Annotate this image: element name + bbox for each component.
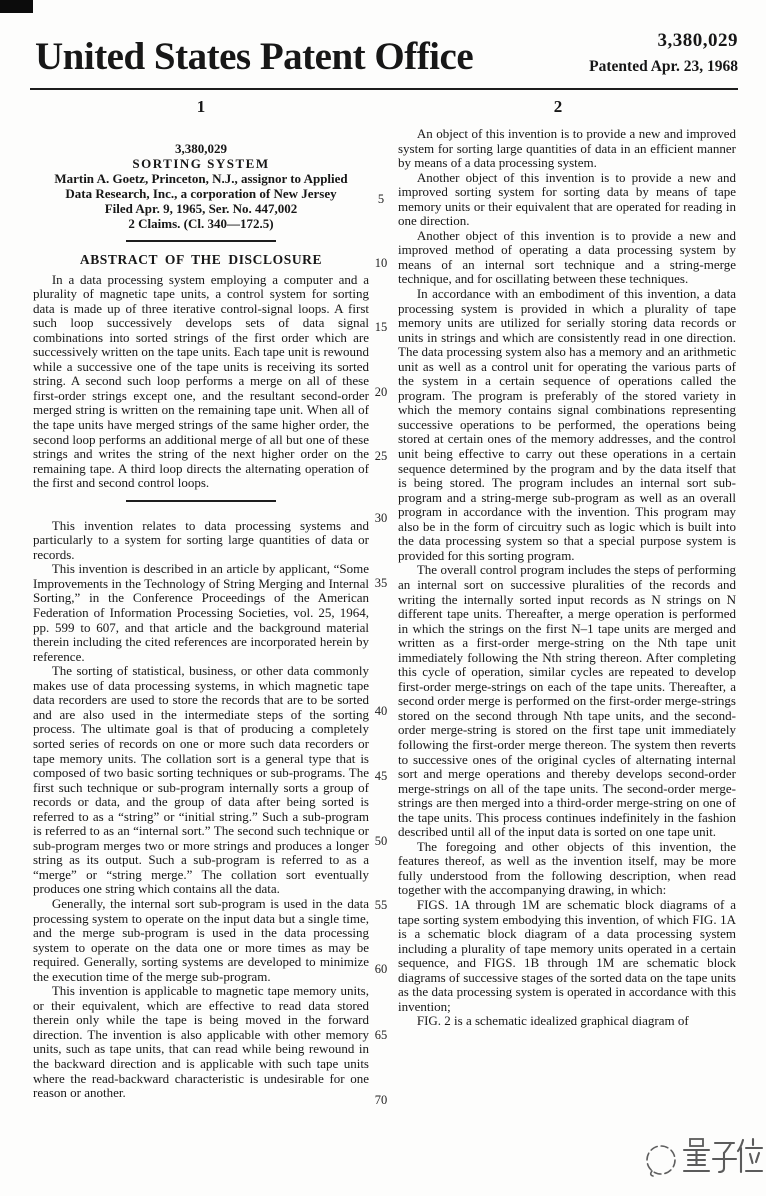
inventor-line: Martin A. Goetz, Princeton, N.J., assignor to Applied bbox=[54, 171, 348, 186]
body-paragraph: Generally, the internal sort sub-program is used in the data processing system to operate on the input data but a single time, and the merge sub-program is used in the data processing system to operate on the data one or more times as may be required. Generally, sorting systems are developed to minimize the execution time of the merge sub-program. bbox=[33, 895, 369, 984]
body-paragraph: An object of this invention is to provide a new and improved system for sorting large quantities of data in an efficient manner by means of a data processing system. bbox=[398, 126, 736, 171]
abstract-text: In a data processing system employing a computer and a plurality of magnetic tape units, a control system for sorting data is made up of three iterative control-signal loops. A first such loop successively develops sets of data signal combinations into sorted strings of the first order which are successively written on the tape units. Each tape unit is rewound while a successive one of the tape units is receiving its sorted string. A second such loop performs a merge on all of these first-order strings except one, and the resultant second-order merged string is written on the remaining tape unit. When all of the tape units have merged strings of the same higher order, the second loop performs an additional merge of all but one of these strings and writes the string of the next higher order on the remaining tape. A third loop directs the alternating operation of the first and second control loops. bbox=[33, 271, 369, 491]
abstract-heading: ABSTRACT OF THE DISCLOSURE bbox=[79, 252, 323, 267]
line-number: 50 bbox=[374, 834, 388, 848]
body-paragraph: Another object of this invention is to provide a new and improved sorting system for sorting data by means of tape memory units or their equivalent that are operated for reading in one direction. bbox=[398, 169, 736, 229]
scan-corner-artifact bbox=[0, 0, 33, 13]
line-number: 10 bbox=[374, 256, 388, 270]
line-number: 30 bbox=[374, 511, 388, 525]
line-number: 25 bbox=[374, 449, 388, 463]
section-divider bbox=[126, 240, 276, 242]
body-paragraph: Another object of this invention is to provide a new and improved method of operating a data processing system by means of an internal sort technique and a string-merge technique, and for oscillating between these techniques. bbox=[398, 227, 736, 287]
column-2 bbox=[398, 127, 736, 1029]
line-number: 5 bbox=[377, 192, 385, 206]
body-paragraph: FIGS. 1A through 1M are schematic block diagrams of a tape sorting system embodying this invention, of which FIG. 1A is a schematic block diagram of a data processing system including a plurality of tape memory units operated in a certain sequence, and FIGS. 1B through 1M are schematic block diagrams of successive stages of the sorted data on the tape units as the data processing system is operated in accordance with this invention; bbox=[398, 896, 736, 1014]
column-1 bbox=[33, 141, 369, 1101]
body-paragraph: The overall control program includes the steps of performing an internal sort on successive pluralities of the records and writing the internally sorted input records as N strings on N different tape units. Thereafter, a merge operation is performed in which the strings on the first N–1 tape units are merged and written as a first-order merge-string on the Nth tape unit immediately following the Nth string thereon. After completing this cycle of operation, similar cycles are repeated to develop first-order merge-strings on each of the tape units. Thereafter, a second order merge is performed on the first-order merge-strings stored on the second through Nth tape units, and the second-order merge-string is stored on the first tape unit immediately following the first-order merge thereon. The system then reverts to successive ones of the original cycles of alternating internal sort and merge operations and thereby develops second-order merge-strings on all of the tape units. The second-order merge-strings are then merged into a third-order merge-string on one of the tape units. This process continues indefinitely in the fashion described until all of the input data is sorted on one tape unit. bbox=[398, 562, 736, 840]
line-number: 35 bbox=[374, 576, 388, 590]
filed-line: Filed Apr. 9, 1965, Ser. No. 447,002 bbox=[104, 201, 298, 216]
line-number: 15 bbox=[374, 320, 388, 334]
page-title: United States Patent Office bbox=[35, 35, 474, 78]
body-paragraph: The foregoing and other objects of this invention, the features thereof, as well as the invention itself, may be more fully understood from the following description, when read together with the accompanying drawing, in which: bbox=[398, 838, 736, 898]
patent-heading-block bbox=[33, 141, 369, 231]
patent-date: Patented Apr. 23, 1968 bbox=[589, 58, 738, 75]
body-paragraph: This invention is applicable to magnetic tape memory units, or their equivalent, which are effective to read data stored therein only while the tape is being moved in the forward direction. The invention is also applicable with other memory units, such as tape units, that can read while being rewound in the backward direction and is applicable with such tape units where the read-backward characteristic is undesirable for one reason or another. bbox=[33, 983, 369, 1101]
body-paragraph: FIG. 2 is a schematic idealized graphical diagram of bbox=[416, 1013, 689, 1029]
header-divider bbox=[30, 88, 738, 90]
patent-number: 3,380,029 bbox=[657, 30, 738, 51]
body-paragraph: In accordance with an embodiment of this invention, a data processing system is provided in which a plurality of tape memory units are utilized for serially storing data records or units in strings and which are consistently read in one direction. The data processing system also has a memory and an arithmetic unit as well as a control unit for operating the various parts of the system in a certain sequence of operations called the program. The program is preferably of the stored variety in which the memory contains signal combinations representing successive operations to be performed, the operations being stored at certain ones of the memory addresses, and the control unit being effective to carry out these operations in a certain sequence determined by the program and by the data itself that is being stored. The program includes an internal sort sub-program and a string-merge sub-program as well as an overall program in accordance with the invention. This program may also be in the form of circuitry such as logic which is built into the data processing system so that a special purpose system is provided for this sorting program. bbox=[398, 286, 736, 563]
heading-patent-number: 3,380,029 bbox=[175, 141, 227, 156]
column-1-number: 1 bbox=[196, 97, 206, 116]
claims-line: 2 Claims. (Cl. 340—172.5) bbox=[128, 216, 274, 231]
column-2-number: 2 bbox=[553, 97, 563, 116]
line-number: 40 bbox=[374, 704, 388, 718]
body-paragraph: This invention relates to data processing systems and particularly to a system for sorting large quantities of data or records. bbox=[33, 517, 369, 562]
line-number: 45 bbox=[374, 769, 388, 783]
qbitai-watermark bbox=[642, 1133, 764, 1181]
section-divider bbox=[126, 500, 276, 502]
line-number: 65 bbox=[374, 1028, 388, 1042]
line-number: 70 bbox=[374, 1093, 388, 1107]
invention-title: SORTING SYSTEM bbox=[132, 156, 270, 171]
body-paragraph: The sorting of statistical, business, or other data commonly makes use of data processing systems, in which magnetic tape data recorders are used to store the records that are to be sorted and are also used in the intermediate steps of the sorting process. The ultimate goal is that of producing a completely sorted series of records on one or more such data recorders or tape memory units. The collation sort is a general type that is composed of two basic sorting techniques or sub-programs. The first such technique or sub-program internally sorts a group of records or data, and the group of data after being sorted is referred to as a “string” or “initial string.” Such a sub-program is referred to as an “internal sort.” The second such technique or sub-program merges two or more strings and produces a longer string as its output. Such a sub-program is referred to as a “merge” or “string merge.” The collation sort eventually produces one string which contains all the data. bbox=[33, 663, 369, 897]
line-number: 55 bbox=[374, 898, 388, 912]
line-number: 60 bbox=[374, 962, 388, 976]
assignee-line: Data Research, Inc., a corporation of New Jersey bbox=[65, 186, 337, 201]
body-paragraph: This invention is described in an article by applicant, “Some Improvements in the Technology of String Merging and Internal Sorting,” in the Conference Proceedings of the American Federation of Information Processing Societies, vol. 25, 1964, pp. 599 to 607, and that article and the background material therein including the cited references are incorporated herein by reference. bbox=[33, 561, 369, 664]
qbitai-logo-icon bbox=[642, 1133, 764, 1181]
line-number: 20 bbox=[374, 385, 388, 399]
